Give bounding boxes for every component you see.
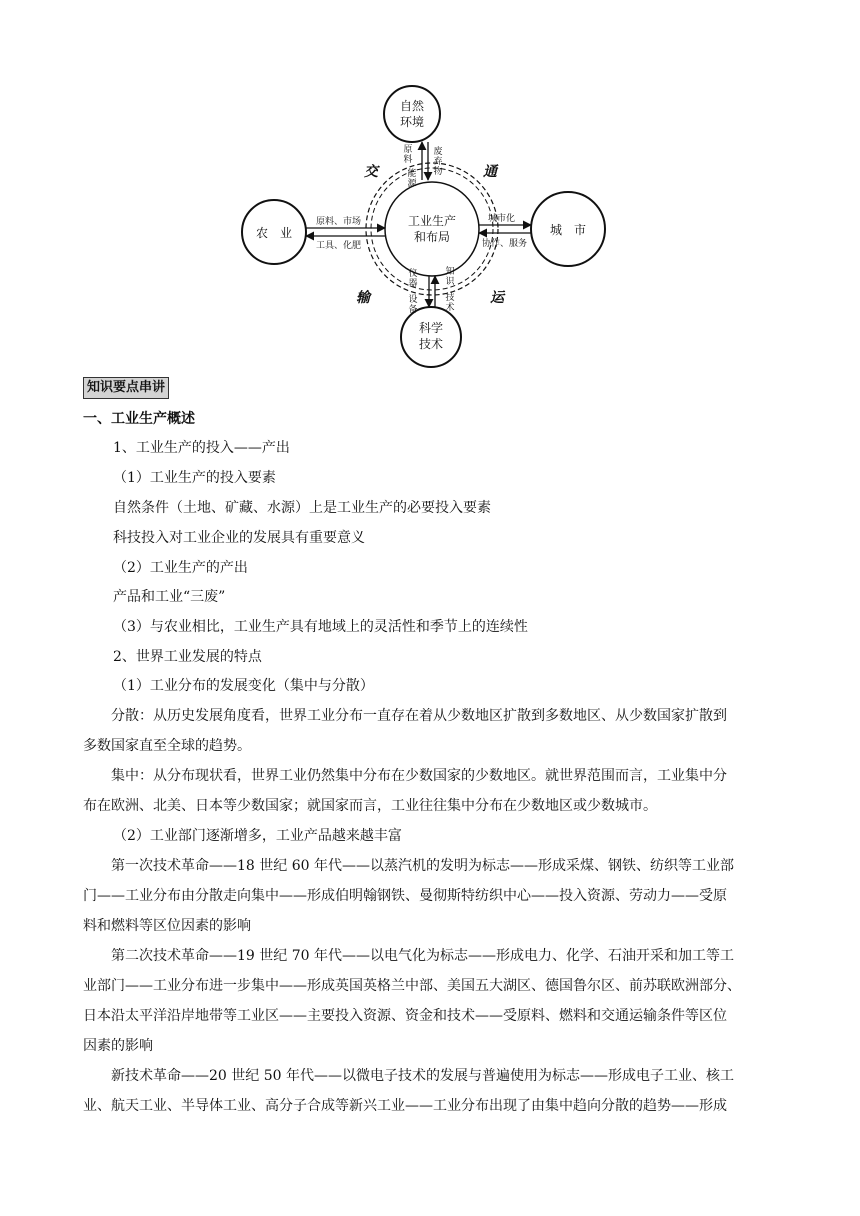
label-knowledge: 识 — [445, 277, 455, 287]
heading-text: 一、工业生产概述 — [83, 411, 195, 427]
label-left-out: 工具、化肥 — [316, 241, 362, 251]
text-line: （3）与农业相比，工业生产具有地域上的灵活性和季节上的连续性 — [113, 619, 528, 635]
text-line: 1、工业生产的投入——产出 — [113, 440, 290, 456]
label-technology: 术 — [445, 303, 455, 313]
city-label: 城 市 — [549, 223, 587, 237]
label-waste: 废 — [433, 147, 443, 157]
label-instrument: 仪 — [408, 269, 418, 279]
label-equipment: 备 — [408, 305, 418, 315]
text-line: 2、世界工业发展的特点 — [113, 649, 262, 665]
label-technology: 技 — [445, 293, 455, 303]
text-line: 自然条件（土地、矿藏、水源）上是工业生产的必要投入要素 — [113, 500, 491, 516]
text-line: 产品和工业“三废” — [113, 589, 226, 605]
label-waste: 弃 — [433, 157, 443, 167]
text-line: （2）工业部门逐渐增多，工业产品越来越丰富 — [113, 828, 402, 844]
agriculture-label: 农 业 — [255, 226, 293, 240]
paragraph-line: 第二次技术革命——19 世纪 70 年代——以电气化为标志——形成电力、化学、石油开采和加工等工 — [83, 948, 734, 964]
industry-diagram — [236, 80, 628, 370]
paragraph-line: 门——工业分布由分散走向集中——形成伯明翰钢铁、曼彻斯特纺织中心——投入资源、劳动力——受原 — [83, 888, 727, 904]
paragraph-line: 业、航天工业、半导体工业、高分子合成等新兴工业——工业分布出现了由集中趋向分散的趋势——形成 — [83, 1098, 727, 1114]
nature-label: 自然 — [399, 99, 425, 113]
ring-label: 运 — [490, 290, 504, 306]
section-badge: 知识要点串讲 — [83, 377, 169, 399]
paragraph-line: 布在欧洲、北美、日本等少数国家；就国家而言，工业往往集中分布在少数地区或少数城市。 — [83, 798, 657, 814]
label-energy: 能 — [407, 169, 417, 179]
center-label: 工业生产 — [407, 214, 457, 228]
label-instrument: 器 — [408, 279, 418, 289]
label-energy: 源 — [407, 179, 417, 189]
paragraph-line: 分散：从历史发展角度看，世界工业分布一直存在着从少数地区扩散到多数地区、从少数国家扩散到 — [83, 708, 727, 724]
text-line: （1）工业分布的发展变化（集中与分散） — [113, 678, 374, 694]
center-label: 和布局 — [413, 230, 451, 244]
paragraph-line: 集中：从分布现状看，世界工业仍然集中分布在少数国家的少数地区。就世界范围而言，工业集中分 — [83, 768, 727, 784]
ring-label: 交 — [364, 164, 378, 180]
paragraph-line: 业部门——工业分布进一步集中——形成英国英格兰中部、美国五大湖区、德国鲁尔区、前苏联欧洲部分、 — [83, 978, 741, 994]
label-waste: 物 — [433, 167, 443, 177]
center-node — [385, 182, 479, 276]
paragraph-line: 料和燃料等区位因素的影响 — [83, 918, 251, 934]
label-left-in: 原料、市场 — [316, 217, 362, 227]
label-raw: 原 — [403, 145, 413, 155]
paragraph-line: 第一次技术革命——18 世纪 60 年代——以蒸汽机的发明为标志——形成采煤、钢铁、纺织等工业部 — [83, 858, 734, 874]
label-knowledge: 知 — [445, 267, 455, 277]
paragraph-line: 多数国家直至全球的趋势。 — [83, 738, 251, 754]
label-right-in: 协作、服务 — [482, 239, 528, 249]
nature-label: 环境 — [399, 115, 425, 129]
paragraph-line: 因素的影响 — [83, 1038, 153, 1054]
label-raw: 料 — [403, 155, 413, 165]
label-right-out: 城市化 — [488, 214, 516, 224]
science-label: 技术 — [418, 337, 444, 351]
text-line: （2）工业生产的产出 — [113, 560, 248, 576]
text-line: （1）工业生产的投入要素 — [113, 470, 276, 486]
science-label: 科学 — [418, 321, 444, 335]
paragraph-line: 日本沿太平洋沿岸地带等工业区——主要投入资源、资金和技术——受原料、燃料和交通运输条件等区位 — [83, 1008, 727, 1024]
text-line: 科技投入对工业企业的发展具有重要意义 — [113, 530, 365, 546]
nature-node — [384, 86, 440, 142]
heading — [83, 409, 783, 429]
ring-label: 输 — [356, 290, 370, 306]
ring-label: 通 — [483, 164, 497, 180]
paragraph-line: 新技术革命——20 世纪 50 年代——以微电子技术的发展与普遍使用为标志——形成电子工业、核工 — [83, 1068, 734, 1084]
label-equipment: 设 — [408, 295, 418, 305]
